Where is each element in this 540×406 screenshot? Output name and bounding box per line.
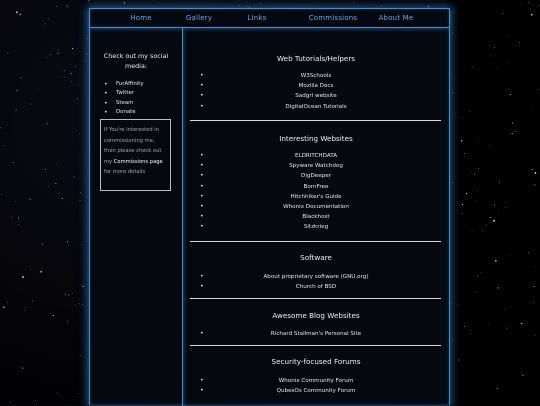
link-text: W3Schools — [301, 73, 332, 79]
star — [509, 36, 510, 37]
star — [504, 309, 505, 310]
star — [79, 133, 80, 134]
star — [459, 359, 460, 360]
star — [238, 5, 239, 6]
list-item[interactable] — [183, 192, 449, 202]
star — [16, 11, 18, 13]
bullet-icon: • — [200, 81, 204, 91]
star — [25, 308, 26, 309]
bullet-icon: • — [200, 71, 204, 81]
bullet-icon: • — [200, 386, 204, 396]
star — [246, 2, 247, 3]
star — [3, 306, 5, 308]
star — [32, 300, 33, 301]
list-item[interactable] — [183, 282, 449, 292]
social-links-list — [104, 80, 144, 118]
section-title-software: Software — [183, 253, 449, 262]
section-title-security-forums: Security-focused Forums — [183, 357, 449, 366]
bullet-icon: • — [200, 202, 204, 212]
star — [124, 2, 125, 3]
star — [55, 183, 56, 184]
star — [83, 286, 84, 287]
star — [535, 335, 536, 336]
star — [497, 388, 498, 389]
star — [80, 192, 81, 193]
section-divider — [190, 298, 441, 299]
star — [82, 304, 83, 305]
social-link-donate[interactable]: • Donate — [104, 108, 144, 117]
nav-link-commissions[interactable]: Commissions — [309, 14, 358, 22]
star — [464, 326, 465, 327]
link-text: Church of BSD — [296, 284, 336, 290]
star — [499, 182, 500, 183]
star — [489, 324, 490, 325]
list-item[interactable] — [183, 151, 449, 161]
star — [353, 3, 354, 4]
star — [79, 304, 80, 305]
star — [44, 27, 45, 28]
star — [16, 90, 17, 91]
star — [48, 19, 49, 20]
star — [71, 73, 72, 74]
bullet-icon: • — [200, 272, 204, 282]
star — [507, 328, 508, 329]
star — [455, 113, 456, 114]
star — [486, 224, 487, 225]
link-text: DigDeeper — [301, 173, 331, 179]
bullet-icon: • — [200, 102, 204, 112]
list-item[interactable] — [183, 161, 449, 171]
star — [467, 175, 468, 176]
security-forums-list — [183, 376, 449, 396]
star — [67, 241, 68, 242]
star — [510, 254, 511, 255]
section-divider — [190, 345, 441, 346]
bullet-icon: • — [200, 151, 204, 161]
star — [533, 286, 534, 287]
star — [471, 333, 472, 334]
bullet-icon: • — [200, 212, 204, 222]
star — [535, 266, 536, 267]
star — [88, 0, 89, 1]
list-item[interactable] — [183, 329, 449, 339]
star — [462, 213, 463, 214]
star — [30, 104, 31, 105]
star — [466, 193, 467, 194]
star — [490, 217, 491, 218]
star — [479, 139, 480, 140]
star — [452, 33, 453, 34]
star — [29, 199, 30, 200]
star — [519, 42, 520, 43]
star — [38, 89, 39, 90]
nav-link-home[interactable]: Home — [130, 14, 151, 22]
star — [453, 340, 454, 341]
star — [42, 244, 43, 245]
social-link-steam[interactable]: • Steam — [104, 99, 144, 108]
star — [73, 177, 74, 178]
link-text: About proprietary software (GNU.org) — [263, 274, 368, 280]
star — [68, 294, 69, 295]
star — [64, 77, 65, 78]
star — [498, 209, 499, 210]
star — [478, 168, 479, 169]
star — [458, 304, 459, 305]
star — [505, 207, 506, 208]
social-heading: Check out my social media: — [96, 52, 176, 71]
star — [47, 123, 48, 124]
star — [15, 201, 16, 202]
link-text: Blackhost — [302, 214, 329, 220]
star — [453, 92, 454, 93]
star — [531, 14, 533, 16]
star — [450, 302, 451, 303]
blog-websites-list — [183, 329, 449, 339]
list-item[interactable] — [183, 386, 449, 396]
star — [510, 94, 511, 95]
star — [57, 393, 58, 394]
star — [512, 122, 513, 123]
list-item[interactable] — [183, 376, 449, 386]
bullet-icon: • — [200, 222, 204, 232]
star — [462, 117, 463, 118]
star — [40, 271, 42, 273]
star — [528, 252, 529, 253]
star — [72, 48, 73, 49]
bullet-icon: • — [200, 182, 204, 192]
star — [477, 275, 478, 276]
star — [56, 164, 57, 165]
star — [78, 393, 79, 394]
star — [453, 12, 454, 13]
section-title-web-tutorials: Web Tutorials/Helpers — [183, 54, 449, 63]
star — [531, 169, 532, 170]
star — [21, 78, 22, 79]
star — [512, 133, 513, 134]
star — [50, 54, 51, 55]
list-item[interactable] — [183, 91, 449, 101]
star — [461, 140, 463, 142]
star — [452, 182, 453, 183]
bullet-icon: • — [200, 192, 204, 202]
star — [18, 217, 19, 218]
list-item[interactable] — [183, 182, 449, 192]
commission-notice — [100, 119, 171, 191]
star — [493, 220, 495, 222]
link-text: Sitzkrieg — [304, 224, 328, 230]
star — [497, 287, 499, 289]
star — [25, 310, 26, 311]
list-item[interactable] — [183, 102, 449, 112]
star — [11, 217, 12, 218]
star — [539, 89, 540, 90]
star — [450, 73, 451, 74]
star — [53, 315, 54, 316]
star — [78, 85, 79, 86]
star — [72, 293, 73, 294]
star — [260, 3, 261, 4]
link-text: Mozilla Docs — [299, 83, 334, 89]
star — [80, 355, 81, 356]
bullet-icon: • — [200, 161, 204, 171]
star — [474, 174, 475, 175]
star — [67, 6, 68, 7]
notice-text-after: for more details — [104, 169, 145, 175]
star — [81, 245, 82, 246]
star — [510, 325, 511, 326]
star — [533, 302, 534, 303]
list-item[interactable] — [183, 222, 449, 232]
interesting-websites-list — [183, 151, 449, 233]
bullet-icon: • — [200, 282, 204, 292]
link-text: QubesOs Community Forum — [277, 388, 356, 394]
star — [62, 198, 63, 199]
section-divider — [190, 241, 441, 242]
star — [22, 367, 24, 369]
notice-text-before: If You're interested in commissioning me, then please check out my — [104, 127, 161, 165]
list-item[interactable] — [183, 171, 449, 181]
star — [1, 194, 2, 195]
link-text: Hitchhiker's Guide — [290, 194, 341, 200]
star — [13, 162, 14, 163]
star — [16, 110, 17, 111]
star — [476, 292, 477, 293]
link-text: BornFree — [304, 184, 329, 190]
star — [71, 81, 72, 82]
star — [464, 153, 465, 154]
star — [490, 145, 491, 146]
star — [30, 269, 31, 270]
star — [19, 14, 21, 16]
bullet-icon: • — [200, 376, 204, 386]
link-text: Whonix Community Forum — [279, 378, 354, 384]
star — [494, 204, 495, 205]
star — [45, 169, 46, 170]
star — [75, 304, 76, 305]
star — [86, 60, 87, 61]
section-divider — [190, 120, 441, 121]
star — [503, 13, 504, 14]
star — [65, 294, 66, 295]
star — [382, 5, 383, 6]
sidebar — [90, 28, 183, 406]
star — [75, 66, 76, 67]
star — [80, 201, 81, 202]
nav-link-links[interactable]: Links — [248, 14, 267, 22]
list-item[interactable] — [183, 81, 449, 91]
star — [472, 231, 473, 232]
link-text: ELDRITCHDATA — [295, 153, 337, 159]
star — [58, 50, 59, 51]
web-tutorials-list — [183, 71, 449, 112]
star — [535, 172, 537, 174]
star — [521, 323, 523, 325]
star — [57, 53, 58, 54]
star — [495, 260, 497, 262]
star — [471, 172, 472, 173]
star — [7, 302, 8, 303]
star — [77, 98, 78, 99]
star — [3, 145, 4, 146]
link-text: Sadgrl website — [295, 93, 336, 99]
star — [497, 68, 498, 69]
software-list — [183, 272, 449, 292]
top-nav — [90, 9, 449, 28]
star — [35, 400, 36, 401]
star — [56, 6, 57, 7]
star — [521, 3, 522, 4]
star — [481, 272, 482, 273]
star — [64, 70, 65, 71]
star — [477, 201, 478, 202]
bullet-icon: • — [200, 329, 204, 339]
star — [515, 131, 516, 132]
star — [522, 375, 523, 376]
star — [462, 204, 463, 205]
star — [87, 38, 88, 39]
star — [477, 190, 478, 191]
star — [67, 321, 68, 322]
bullet-icon: • — [200, 171, 204, 181]
social-link-furaffinity[interactable]: • FurAffinity — [104, 80, 144, 89]
nav-link-gallery[interactable]: Gallery — [186, 14, 212, 22]
star — [86, 54, 87, 55]
list-item[interactable] — [183, 272, 449, 282]
link-text: Spyware Watchdog — [289, 163, 343, 169]
star — [482, 230, 483, 231]
star — [22, 276, 24, 278]
star — [534, 184, 535, 185]
star — [47, 57, 48, 58]
star — [1, 128, 2, 129]
list-item[interactable] — [183, 212, 449, 222]
star — [531, 107, 532, 108]
star — [508, 61, 509, 62]
star — [59, 193, 60, 194]
star — [8, 52, 9, 53]
social-link-twitter[interactable]: • Twitter — [104, 89, 144, 98]
star — [472, 67, 473, 68]
star — [18, 224, 19, 225]
star — [470, 111, 471, 112]
section-title-interesting-websites: Interesting Websites — [183, 134, 449, 143]
star — [539, 5, 540, 6]
star — [490, 56, 491, 57]
commissions-page-link[interactable]: Commissions page — [114, 159, 163, 165]
link-text: Whonix Documentation — [283, 204, 349, 210]
star — [48, 186, 49, 187]
bullet-icon: • — [200, 91, 204, 101]
star — [44, 23, 45, 24]
links-content — [183, 28, 449, 406]
section-title-blog-websites: Awesome Blog Websites — [183, 311, 449, 320]
star — [528, 2, 529, 3]
link-text: Richard Stallman's Personal Site — [271, 331, 361, 337]
star — [494, 47, 495, 48]
list-item[interactable] — [183, 202, 449, 212]
list-item[interactable] — [183, 71, 449, 81]
star — [10, 402, 11, 403]
link-text: DigitalOcean Tutorials — [285, 104, 346, 110]
star — [428, 6, 429, 7]
page-frame — [89, 8, 450, 405]
nav-link-about-me[interactable]: About Me — [379, 14, 414, 22]
